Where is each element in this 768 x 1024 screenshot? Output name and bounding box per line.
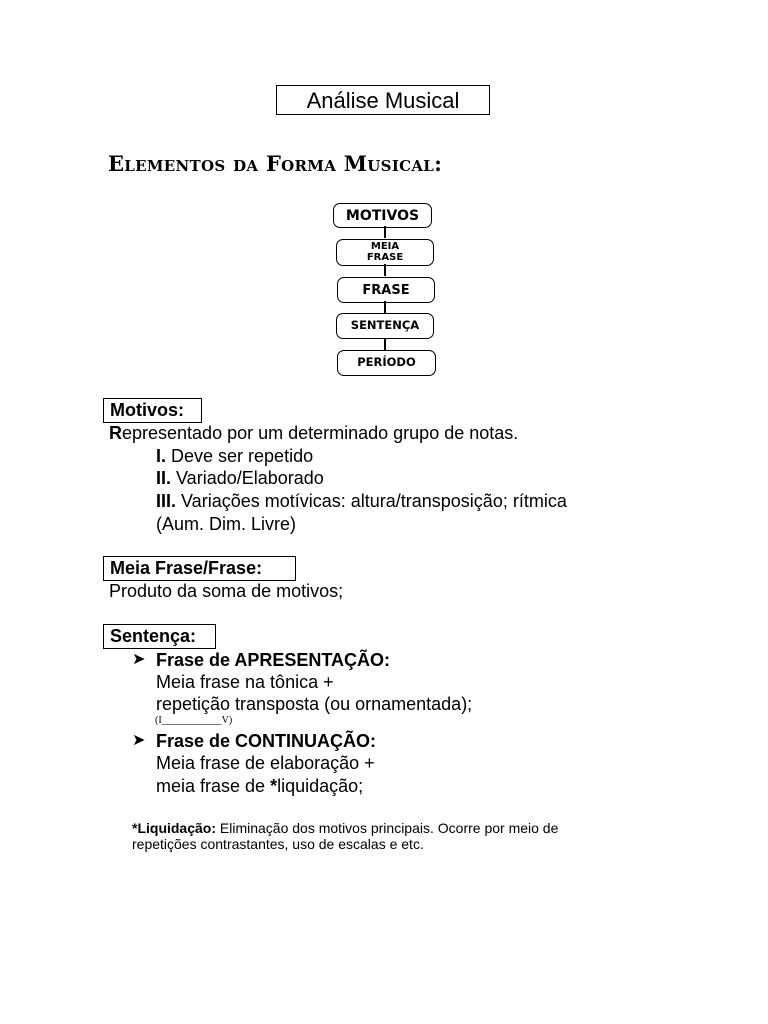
- continuacao-line-text: meia frase de: [156, 776, 271, 796]
- arrowhead-bullet-icon: ➤: [132, 651, 146, 668]
- continuacao-title: Frase de CONTINUAÇÃO:: [156, 731, 377, 751]
- motivos-intro: [109, 422, 518, 444]
- item-text: Variado/Elaborado: [171, 468, 324, 488]
- motivos-intro-initial: R: [109, 423, 122, 443]
- diagram-box-meia-frase: [336, 239, 434, 266]
- meia-frase-label: Meia Frase/Frase:: [103, 556, 296, 581]
- note-line: repetições contrastantes, uso de escalas e etc.: [132, 836, 424, 852]
- diagram-box-frase: [337, 277, 435, 303]
- apresentacao-line: repetição transposta (ou ornamentada);: [156, 694, 473, 714]
- motivos-item: [156, 490, 567, 512]
- item-numeral: I.: [156, 446, 167, 466]
- diagram-box-periodo: [337, 350, 436, 376]
- footnote-marker: *: [270, 776, 278, 796]
- motivos-intro-text: epresentado por um determinado grupo de notas.: [122, 423, 519, 443]
- motivos-label: Motivos:: [103, 398, 202, 423]
- continuacao-line-text: liquidação;: [277, 776, 364, 796]
- diagram-box-label: FRASE: [366, 252, 404, 263]
- note-term: *Liquidação:: [132, 820, 217, 836]
- diagram-box-sentenca: [336, 313, 434, 339]
- connector-line: [384, 338, 386, 350]
- item-numeral: III.: [156, 491, 177, 511]
- arrowhead-bullet-icon: ➤: [132, 732, 146, 749]
- meia-frase-text: Produto da soma de motivos;: [109, 581, 344, 601]
- note-text: Eliminação dos motivos principais. Ocorre por meio de: [216, 820, 559, 836]
- page-title: Análise Musical: [276, 85, 490, 115]
- apresentacao-line: Meia frase na tônica +: [156, 672, 334, 692]
- form-elements-diagram: [300, 196, 470, 382]
- item-numeral: II.: [156, 468, 172, 488]
- item-text: Deve ser repetido: [166, 446, 314, 466]
- sentenca-label: Sentença:: [103, 624, 216, 649]
- diagram-box-label: FRASE: [362, 282, 410, 298]
- motivos-continuation: (Aum. Dim. Livre): [156, 514, 297, 534]
- liquidacao-note: [132, 820, 752, 852]
- continuacao-line: [156, 775, 363, 797]
- diagram-box-label: MOTIVOS: [345, 207, 420, 224]
- diagram-box-label: PERÍODO: [357, 355, 416, 370]
- tonic-dominant-scale: (I____________V): [155, 715, 233, 726]
- motivos-item: [156, 467, 324, 489]
- diagram-box-label: MEIA: [370, 241, 400, 252]
- motivos-item: [156, 445, 313, 467]
- item-text: Variações motívicas: altura/transposição; rítmica: [176, 491, 567, 511]
- apresentacao-title: Frase de APRESENTAÇÃO:: [156, 650, 391, 670]
- section-heading: Elementos da Forma Musical:: [108, 151, 443, 176]
- diagram-box-motivos: [333, 203, 432, 228]
- diagram-box-label: SENTENÇA: [350, 318, 420, 333]
- continuacao-line: Meia frase de elaboração +: [156, 753, 375, 773]
- note-line: [132, 820, 752, 836]
